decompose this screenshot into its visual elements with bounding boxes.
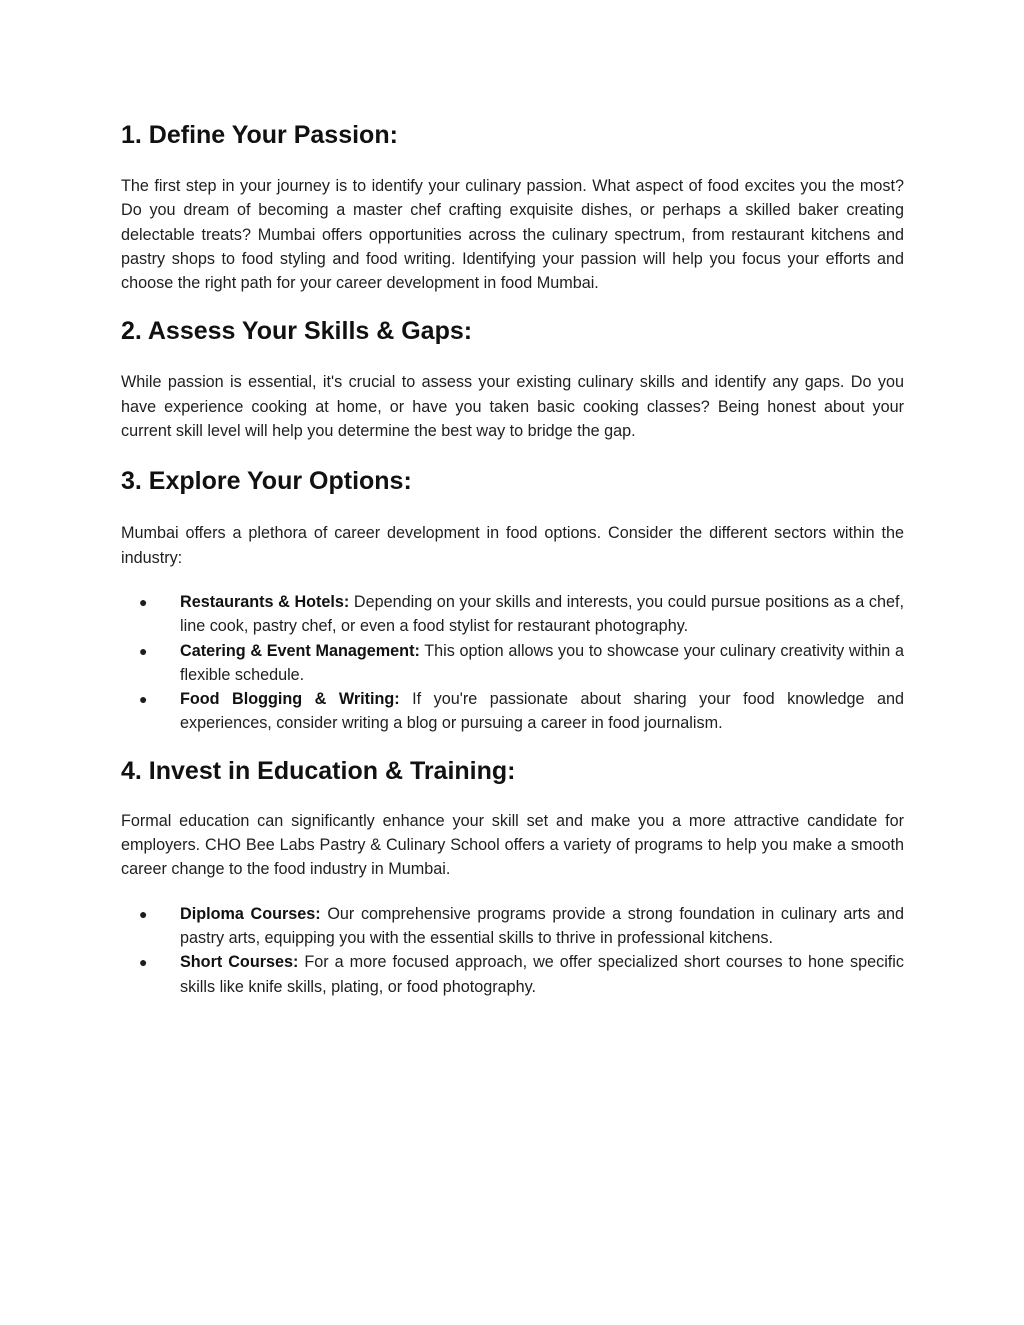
list-item-text: For a more focused approach, we offer specialized short courses to hone specific skills like knife skills, plating, or food photography. [180, 953, 904, 996]
section-heading-explore-options: 3. Explore Your Options: [121, 467, 412, 496]
list-item-text: Our comprehensive programs provide a strong foundation in culinary arts and pastry arts, equipping you with the essential skills to thrive in professional kitchens. [180, 904, 904, 947]
bullet-icon: ● [139, 954, 148, 971]
list-item-label: Restaurants & Hotels: [180, 592, 350, 611]
section-paragraph-define-passion: The first step in your journey is to identify your culinary passion. What aspect of food excites you the most? Do you dream of becoming a master chef crafting exquisite dishes, or perhaps a skilled baker creating delectable treats? Mumbai offers opportunities across the culinary spectrum, from restaurant kitchens and pastry shops to food styling and food writing. Identifying your passion will help you focus your efforts and choose the right path for your career development in food Mumbai. [121, 177, 904, 293]
document-page [121, 118, 904, 999]
list-item [121, 950, 904, 999]
section-heading-assess-skills: 2. Assess Your Skills & Gaps: [121, 317, 473, 346]
list-item-label: Food Blogging & Writing: [180, 690, 400, 709]
list-item-text: If you're passionate about sharing your food knowledge and experiences, consider writing a blog or pursuing a career in food journalism. [180, 690, 904, 733]
list-item [121, 590, 904, 639]
list-item [121, 639, 904, 688]
list-item-text: Depending on your skills and interests, you could pursue positions as a chef, line cook, pastry chef, or even a food stylist for restaurant photography. [180, 592, 904, 636]
list-item-label: Catering & Event Management: [180, 641, 420, 660]
options-bullet-list [121, 590, 904, 736]
list-item-text: This option allows you to showcase your culinary creativity within a flexible schedule. [180, 641, 904, 684]
list-item-label: Short Courses: [180, 953, 299, 972]
bullet-icon: ● [139, 691, 148, 708]
list-item-label: Diploma Courses: [180, 904, 321, 923]
section-paragraph-explore-options: Mumbai offers a plethora of career development in food options. Consider the different sectors within the industry: [121, 524, 904, 567]
section-paragraph-invest-education: Formal education can significantly enhance your skill set and make you a more attractive candidate for employers. CHO Bee Labs Pastry & Culinary School offers a variety of programs to help you make a smooth career change to the food industry in Mumbai. [121, 811, 904, 879]
section-paragraph-assess-skills: While passion is essential, it's crucial to assess your existing culinary skills and identify any gaps. Do you have experience cooking at home, or have you taken basic cooking classes? Being honest about your current skill level will help you determine the best way to bridge the gap. [121, 373, 904, 441]
section-heading-invest-education: 4. Invest in Education & Training: [121, 756, 516, 785]
courses-bullet-list [121, 902, 904, 999]
list-item [121, 902, 904, 951]
section-heading-define-passion: 1. Define Your Passion: [121, 121, 398, 149]
bullet-icon: ● [139, 905, 148, 922]
bullet-icon: ● [139, 593, 148, 610]
list-item [121, 687, 904, 736]
bullet-icon: ● [139, 642, 148, 659]
